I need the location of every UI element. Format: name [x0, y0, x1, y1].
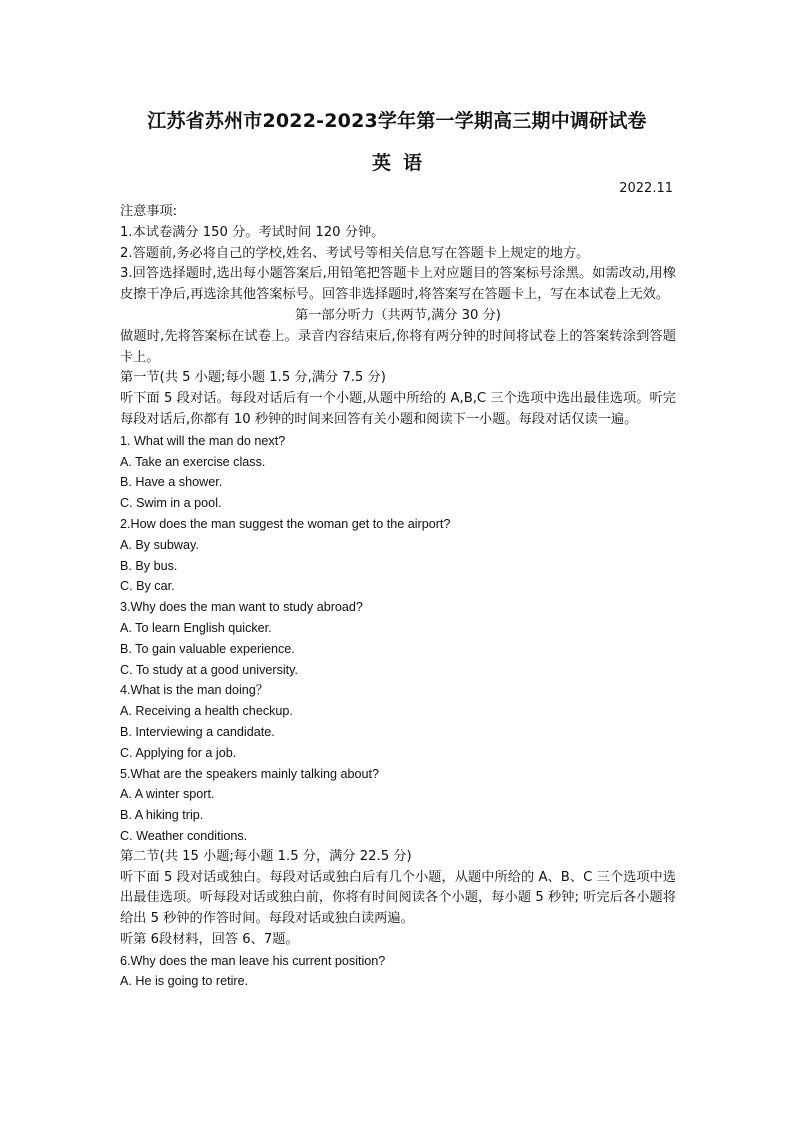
- question-text: 5.What are the speakers mainly talking about?: [120, 766, 380, 781]
- question-text: 4.What is the man doing？: [120, 683, 269, 698]
- option-a: A. Receiving a health checkup.: [120, 704, 293, 719]
- option-b: B. Interviewing a candidate.: [120, 724, 275, 739]
- option-c: C. Weather conditions.: [120, 828, 248, 843]
- exam-body: [120, 202, 676, 992]
- part1-instruction: 做题时,先将答案标在试卷上。录音内容结束后,你将有两分钟的时间将试卷上的答案转涂到答题卡上。: [120, 328, 676, 365]
- question-text: 6.Why does the man leave his current position?: [120, 953, 386, 968]
- section2-heading: 第二节(共 15 小题;每小题 1.5 分，满分 22.5 分): [120, 848, 412, 864]
- section1-heading: 第一节(共 5 小题;每小题 1.5 分,满分 7.5 分): [120, 370, 386, 386]
- option-c: C. To study at a good university.: [120, 662, 299, 677]
- question-block-1: [120, 431, 676, 514]
- question-text: 3.Why does the man want to study abroad?: [120, 600, 363, 615]
- option-c: C. Applying for a job.: [120, 745, 237, 760]
- section1-instruction: 听下面 5 段对话。每段对话后有一个小题,从题中所给的 A,B,C 三个选项中选出最佳选项。听完每段对话后,你都有 10 秒钟的时间来回答有关小题和阅读下一小题。每段对话仅读一遍。: [120, 391, 676, 427]
- question-block-6: [120, 951, 676, 993]
- subject-title: 英语: [371, 152, 434, 174]
- option-a: A. Take an exercise class.: [120, 454, 266, 469]
- note-item-2: 2.答题前,务必将自己的学校,姓名、考试号等相关信息写在答题卡上规定的地方。: [120, 245, 590, 261]
- section2-instruction: 听下面 5 段对话或独白。每段对话或独白后有几个小题，从题中所给的 A、B、C 三个选项中选出最佳选项。听每段对话或独白前，你将有时间阅读各个小题，每小题 5 秒钟; 听完后各小题将给出 5 秒钟的作答时间。每段对话或独白读两遍。: [120, 869, 676, 927]
- exam-date: 2022.11: [619, 181, 673, 196]
- question-block-2: [120, 514, 676, 597]
- option-c: C. Swim in a pool.: [120, 496, 222, 511]
- question-block-4: [120, 680, 676, 763]
- note-item-1: 1.本试卷满分 150 分。考试时间 120 分钟。: [120, 224, 385, 240]
- option-a: A. A winter sport.: [120, 787, 215, 802]
- option-b: B. Have a shower.: [120, 475, 223, 490]
- part1-heading: 第一部分听力（共两节,满分 30 分): [295, 307, 501, 323]
- note-item-3: 3.回答选择题时,选出每小题答案后,用铅笔把答题卡上对应题目的答案标号涂黑。如需改动,用橡皮擦干净后,再选涂其他答案标号。回答非选择题时,将答案写在答题卡上，写在本试卷上无效。: [120, 266, 676, 303]
- option-c: C. By car.: [120, 579, 175, 594]
- option-a: A. By subway.: [120, 537, 199, 552]
- exam-title: 江苏省苏州市2022-2023学年第一学期高三期中调研试卷: [147, 110, 647, 132]
- option-b: B. A hiking trip.: [120, 808, 204, 823]
- question-text: 1. What will the man do next?: [120, 433, 286, 448]
- option-a: A. To learn English quicker.: [120, 620, 272, 635]
- question-block-5: [120, 764, 676, 847]
- option-a: A. He is going to retire.: [120, 974, 249, 989]
- material-note: 听第 6段材料，回答 6、7题。: [120, 931, 299, 947]
- notes-heading: 注意事项:: [120, 204, 178, 219]
- option-b: B. To gain valuable experience.: [120, 641, 295, 656]
- question-text: 2.How does the man suggest the woman get to the airport?: [120, 516, 451, 531]
- question-block-3: [120, 597, 676, 680]
- option-b: B. By bus.: [120, 558, 178, 573]
